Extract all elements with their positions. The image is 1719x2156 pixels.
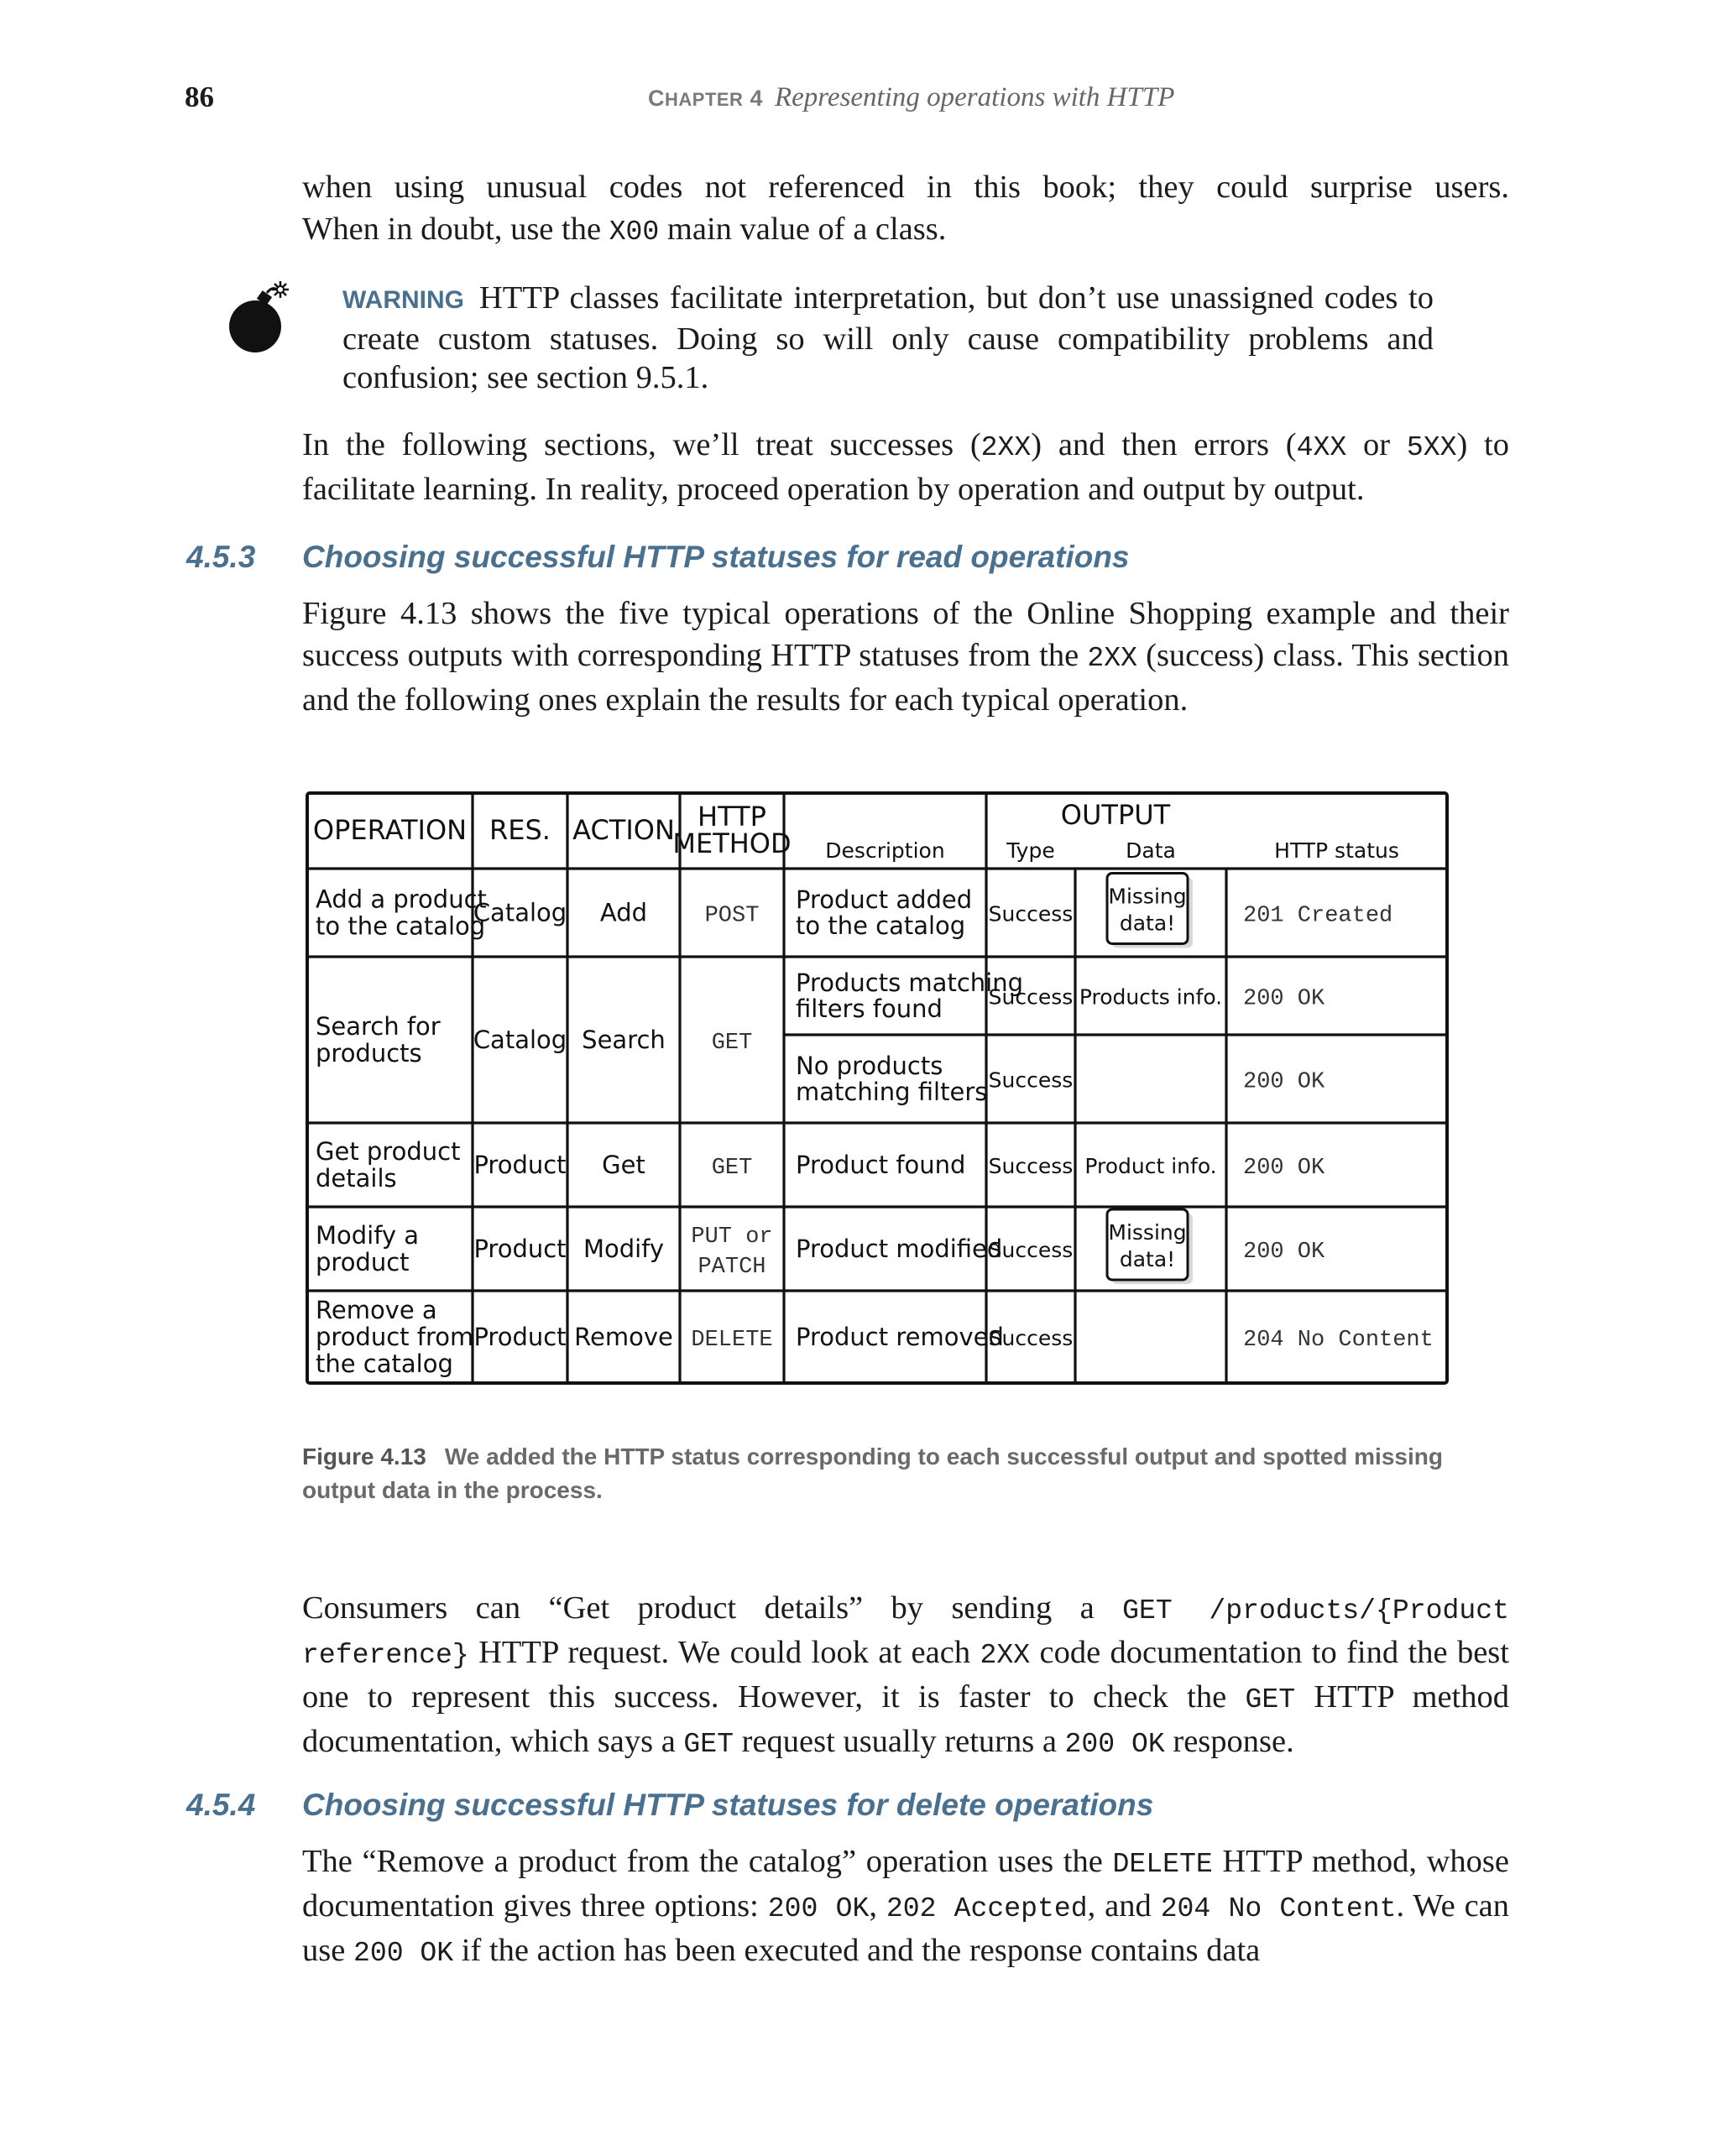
action-name: Search xyxy=(582,1026,666,1054)
output-description: matching filters xyxy=(796,1078,988,1106)
operations-table-figure xyxy=(302,789,1452,1402)
running-head xyxy=(648,82,1174,113)
resource-name: Product xyxy=(473,1151,567,1179)
http-method: GET xyxy=(711,1031,753,1056)
operation-name: Get product xyxy=(316,1137,461,1166)
output-type: Success xyxy=(988,1326,1074,1350)
http-status: 204 No Content xyxy=(1243,1328,1434,1353)
output-description: No products xyxy=(796,1052,943,1080)
http-status: 201 Created xyxy=(1243,903,1393,929)
http-method: PATCH xyxy=(698,1255,766,1280)
operation-name: Modify a xyxy=(316,1221,420,1250)
output-description: Product added xyxy=(796,885,973,914)
output-type: Success xyxy=(988,1068,1074,1093)
output-description: filters found xyxy=(796,994,943,1023)
page-number: 86 xyxy=(185,81,214,113)
http-status: 200 OK xyxy=(1243,1069,1325,1095)
bomb-icon xyxy=(225,279,292,355)
action-name: Add xyxy=(599,898,648,927)
http-status: 200 OK xyxy=(1243,1156,1325,1181)
header-data: Data xyxy=(1126,838,1176,863)
output-data: Products info. xyxy=(1079,984,1223,1010)
output-type: Success xyxy=(988,1154,1074,1178)
warning-text: HTTP classes facilitate interpretation, but don’t use unassigned codes to create custom statuses. Doing so will only cause compatibility problems and confusion; see section 9.5.1. xyxy=(342,280,1434,395)
output-description: Product modified xyxy=(796,1235,1003,1263)
http-method: DELETE xyxy=(691,1328,773,1353)
header-operation: OPERATION xyxy=(312,814,468,846)
resource-name: Product xyxy=(473,1323,567,1351)
header-description: Description xyxy=(825,838,945,863)
section-title: Choosing successful HTTP statuses for delete operations xyxy=(302,1788,1154,1822)
paragraph-5: The “Remove a product from the catalog” operation uses the DELETE HTTP method, whose documentation gives three options: 200 OK, 202 Accepted, and 204 No Content. We can use 200 OK if the action has been executed and the response contains data xyxy=(302,1844,1510,1969)
missing-data-text: data! xyxy=(1119,911,1176,936)
operation-name: Search for xyxy=(316,1012,441,1041)
section-number: 4.5.3 xyxy=(186,540,256,574)
paragraph-2: In the following sections, we’ll treat successes (2XX) and then errors (4XX or 5XX) to facilitate learning. In reality, proceed operation by operation and output by output. xyxy=(302,427,1509,507)
resource-name: Catalog xyxy=(473,898,567,927)
header-status: HTTP status xyxy=(1274,838,1399,863)
output-type: Success xyxy=(988,901,1074,927)
output-type: Success xyxy=(988,1238,1074,1262)
operation-name: product from xyxy=(316,1323,474,1351)
action-name: Modify xyxy=(583,1235,665,1263)
missing-data-text: Missing xyxy=(1108,884,1187,909)
resource-name: Catalog xyxy=(473,1026,567,1054)
operation-name: Add a product xyxy=(316,885,487,914)
output-type: Success xyxy=(988,984,1074,1010)
http-method: GET xyxy=(711,1156,753,1181)
figure-caption: Figure 4.13 We added the HTTP status corresponding to each successful output and spotted missing output data in the process. xyxy=(302,1443,1443,1503)
chapter-label: CHAPTER 4 xyxy=(648,86,763,111)
section-title: Choosing successful HTTP statuses for read operations xyxy=(302,540,1130,574)
section-number: 4.5.4 xyxy=(186,1788,256,1822)
missing-data-text: Missing xyxy=(1108,1220,1187,1245)
output-description: to the catalog xyxy=(796,911,966,940)
output-description: Product found xyxy=(796,1151,966,1179)
missing-data-text: data! xyxy=(1119,1247,1176,1271)
action-name: Remove xyxy=(574,1323,673,1351)
warning-note xyxy=(342,279,1434,397)
output-description: Product removed xyxy=(796,1323,1004,1351)
header-http: HTTP xyxy=(698,801,766,833)
warning-label: WARNING xyxy=(342,286,464,314)
figure-4-13 xyxy=(302,789,1452,1402)
operation-name: details xyxy=(316,1164,397,1193)
operation-name: Remove a xyxy=(316,1296,437,1324)
output-data: Product info. xyxy=(1084,1154,1217,1178)
resource-name: Product xyxy=(473,1235,567,1263)
operation-name: products xyxy=(316,1039,422,1068)
header-output: OUTPUT xyxy=(1060,799,1171,831)
header-method: METHOD xyxy=(672,827,792,859)
operation-name: the catalog xyxy=(316,1349,453,1378)
paragraph-3: Figure 4.13 shows the five typical operations of the Online Shopping example and their success outputs with corresponding HTTP statuses from the 2XX (success) class. This section and the following ones explain the results for each typical operation. xyxy=(302,596,1509,718)
http-status: 200 OK xyxy=(1243,1240,1325,1265)
output-description: Products matching xyxy=(796,968,1023,997)
http-method: POST xyxy=(704,903,760,929)
header-action: ACTION xyxy=(572,814,675,846)
header-type: Type xyxy=(1006,838,1055,863)
http-method: PUT or xyxy=(691,1224,773,1250)
paragraph-4: Consumers can “Get product details” by sending a GET /products/{Product reference} HTTP request. We could look at each 2XX code documentation to find the best one to represent this success. However, it is faster to check the GET HTTP method documentation, which says a GET request usually returns a 200 OK response. xyxy=(302,1590,1509,1760)
operation-name: product xyxy=(316,1248,410,1276)
paragraph-1: when using unusual codes not referenced in this book; they could surprise users. When in doubt, use the X00 main value of a class. xyxy=(302,170,1509,248)
http-status: 200 OK xyxy=(1243,986,1325,1012)
chapter-title: Representing operations with HTTP xyxy=(775,82,1175,112)
operation-name: to the catalog xyxy=(316,911,486,941)
action-name: Get xyxy=(602,1151,645,1179)
header-res: RES. xyxy=(489,814,551,846)
